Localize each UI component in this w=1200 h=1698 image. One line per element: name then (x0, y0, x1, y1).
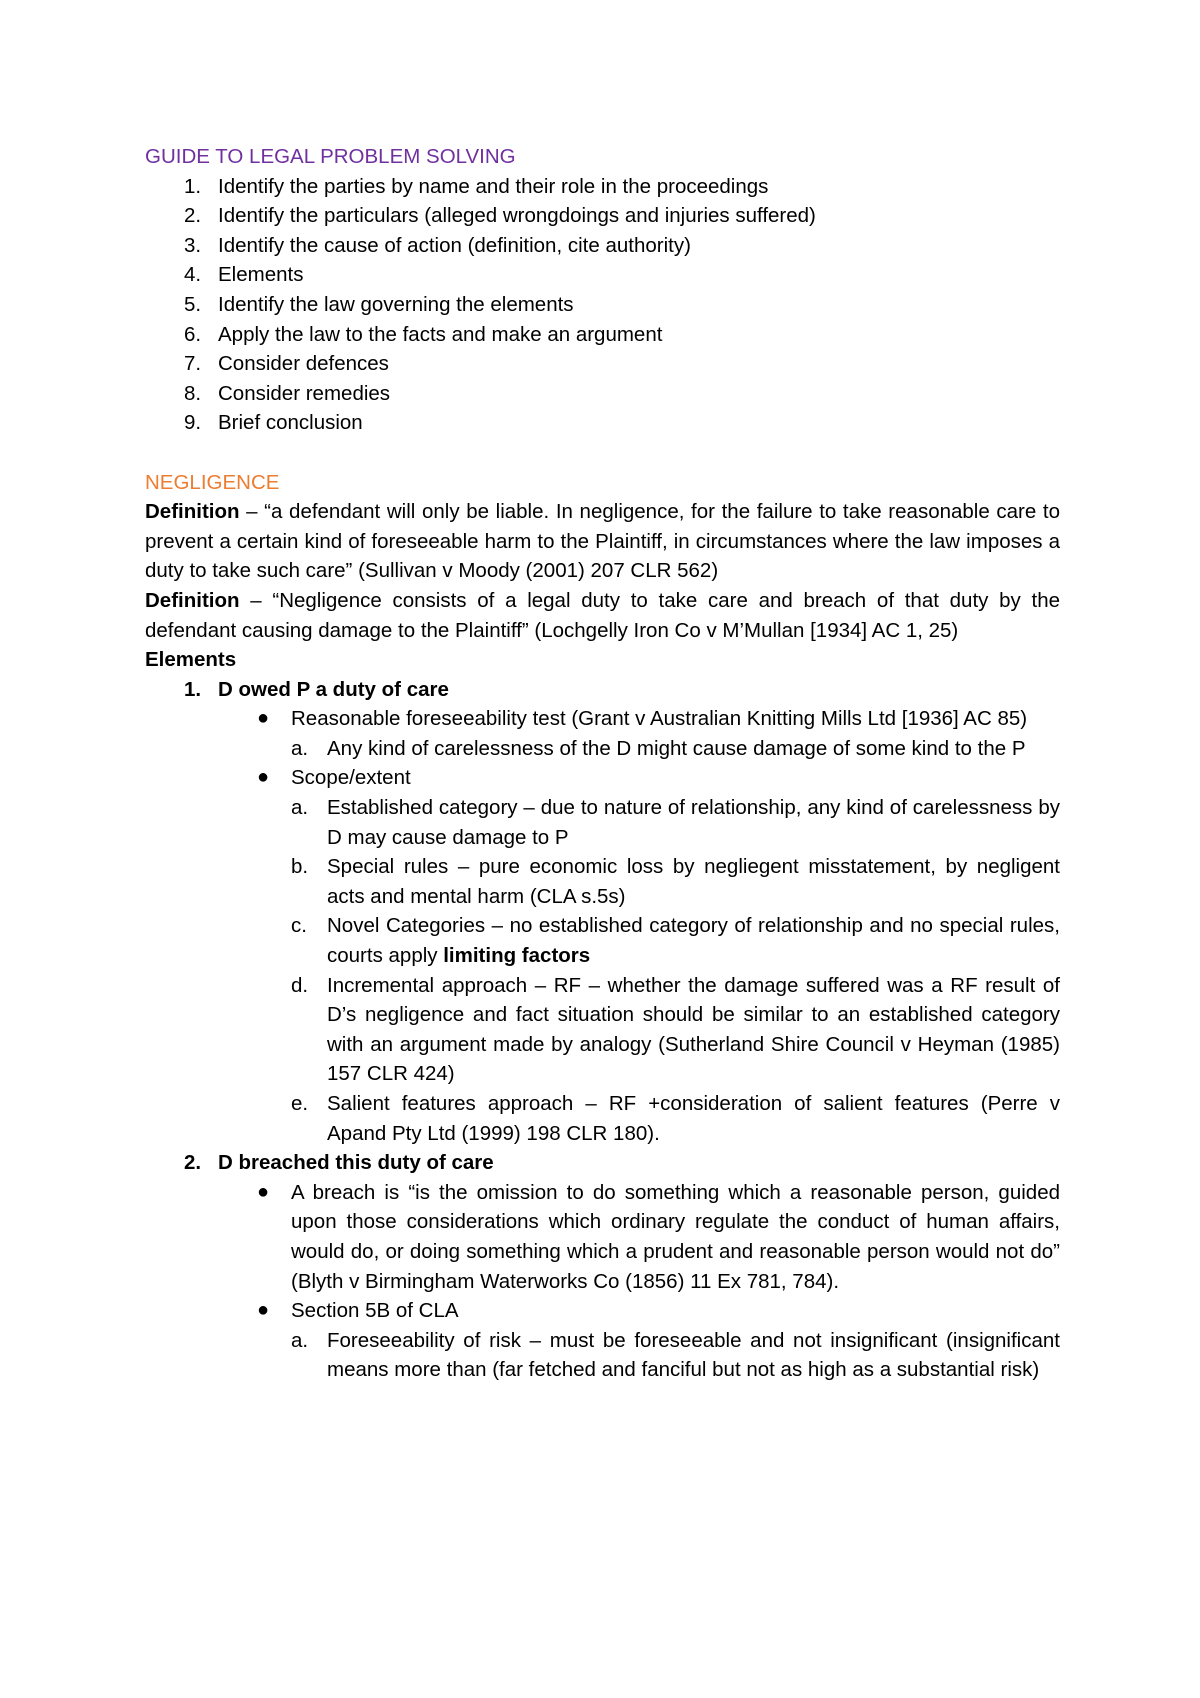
list-item: 5. Identify the law governing the elements (184, 292, 574, 316)
list-item: 2. Identify the particulars (alleged wrongdoings and injuries suffered) (184, 204, 816, 228)
negligence-title: NEGLIGENCE (145, 470, 280, 494)
bullet-icon: ● (257, 766, 270, 789)
spacer (145, 438, 1060, 468)
list-item: 1. Identify the parties by name and their role in the proceedings (184, 174, 769, 198)
list-item: 7. Consider defences (184, 352, 389, 376)
bullet-icon: ● (257, 1180, 270, 1203)
list-item: d. Incremental approach – RF – whether the damage suffered was a RF result of D’s negligence and fact situation should be similar to an established category with an argument made by analogy (Sutherland Shire Council v Heyman (1985) 157 CLR 424) (291, 973, 1060, 1086)
bullet-icon: ● (257, 1299, 270, 1322)
list-item: 8. Consider remedies (184, 381, 391, 405)
list-item: ● Section 5B of CLA (145, 1296, 1060, 1326)
bullet-icon: ● (257, 707, 270, 730)
list-item: 9. Brief conclusion (184, 411, 363, 435)
list-item: e. Salient features approach – RF +consideration of salient features (Perre v Apand Pty Ltd (1999) 198 CLR 180). (291, 1092, 1060, 1145)
list-item: 6. Apply the law to the facts and make an argument (184, 322, 663, 346)
list-item: a. Any kind of carelessness of the D might cause damage of some kind to the P (291, 736, 1026, 760)
list-item: ● Scope/extent (145, 763, 1060, 793)
list-item: 3. Identify the cause of action (definition, cite authority) (184, 233, 691, 257)
guide-title: GUIDE TO LEGAL PROBLEM SOLVING (145, 145, 516, 168)
definition-1: Definition – “a defendant will only be liable. In negligence, for the failure to take reasonable care to prevent a certain kind of foreseeable harm to the Plaintiff, in circumstances where the law imposes a duty to take such care” (Sullivan v Moody (2001) 207 CLR 562) (145, 500, 1060, 583)
list-item: c. Novel Categories – no established category of relationship and no special rules, courts apply limiting factors (291, 914, 1060, 968)
list-item: a. Established category – due to nature of relationship, any kind of carelessness by D may cause damage to P (291, 796, 1060, 849)
definition-2: Definition – “Negligence consists of a legal duty to take care and breach of that duty by the defendant causing damage to the Plaintiff” (Lochgelly Iron Co v M’Mullan [1934] AC 1, 25) (145, 588, 1060, 642)
list-item: 4. Elements (184, 263, 304, 287)
element-1-title: 1. D owed P a duty of care (184, 677, 449, 701)
list-item: ● Reasonable foreseeability test (Grant v Australian Knitting Mills Ltd [1936] AC 85) (145, 704, 1060, 734)
guide-steps-list (145, 172, 1060, 438)
list-item: ● A breach is “is the omission to do something which a reasonable person, guided upon those considerations which ordinary regulate the conduct of human affairs, would do, or doing something which a prudent and reasonable person would not do” (Blyth v Birmingham Waterworks Co (1856) 11 Ex 781, 784). (145, 1178, 1060, 1296)
elements-label: Elements (145, 648, 237, 672)
list-item: a. Foreseeability of risk – must be foreseeable and not insignificant (insignificant means more than (far fetched and fanciful but not as high as a substantial risk) (291, 1328, 1060, 1382)
list-item: b. Special rules – pure economic loss by negliegent misstatement, by negligent acts and mental harm (CLA s.5s) (291, 855, 1060, 908)
element-2-title: 2. D breached this duty of care (184, 1151, 494, 1175)
